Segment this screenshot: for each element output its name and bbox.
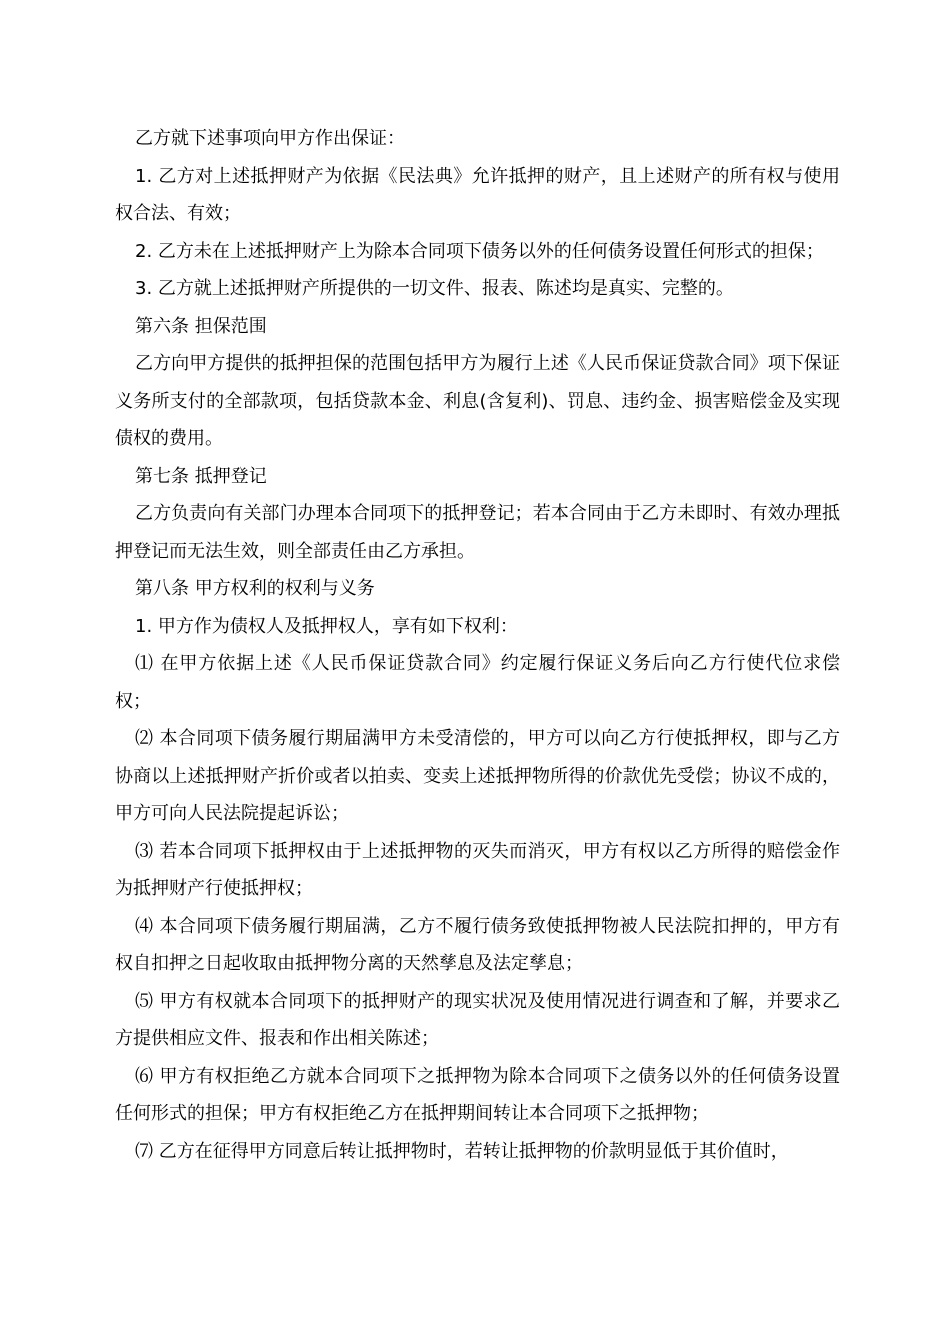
document-body <box>115 120 840 1170</box>
article-8-heading: 第八条 甲方权利的权利与义务 <box>135 578 375 599</box>
article-8-item-1: 1. 甲方作为债权人及抵押权人，享有如下权利： <box>135 615 518 637</box>
paragraph-guarantee-2: 2. 乙方未在上述抵押财产上为除本合同项下债务以外的任何债务设置任何形式的担保； <box>135 240 824 262</box>
article-8-subitem-4: ⑷ 本合同项下债务履行期届满，乙方不履行债务致使抵押物被人民法院扣押的，甲方有权自扣押之日起收取由抵押物分离的天然孳息及法定孳息； <box>115 915 840 974</box>
article-8-subitem-3: ⑶ 若本合同项下抵押权由于上述抵押物的灭失而消灭，甲方有权以乙方所得的赔偿金作为抵押财产行使抵押权； <box>115 840 840 899</box>
paragraph-guarantee-1: 1. 乙方对上述抵押财产为依据《民法典》允许抵押的财产，且上述财产的所有权与使用权合法、有效； <box>115 165 840 224</box>
article-8-subitem-6: ⑹ 甲方有权拒绝乙方就本合同项下之抵押物为除本合同项下之债务以外的任何债务设置任何形式的担保；甲方有权拒绝乙方在抵押期间转让本合同项下之抵押物； <box>115 1065 840 1124</box>
article-8-subitem-7: ⑺ 乙方在征得甲方同意后转让抵押物时，若转让抵押物的价款明显低于其价值时， <box>135 1140 789 1162</box>
article-8-subitem-1: ⑴ 在甲方依据上述《人民币保证贷款合同》约定履行保证义务后向乙方行使代位求偿权； <box>115 653 840 712</box>
article-8-subitem-2: ⑵ 本合同项下债务履行期届满甲方未受清偿的，甲方可以向乙方行使抵押权，即与乙方协商以上述抵押财产折价或者以拍卖、变卖上述抵押物所得的价款优先受偿；协议不成的，甲方可向人民法院提起诉讼； <box>115 728 840 824</box>
article-6-heading: 第六条 担保范围 <box>135 315 267 337</box>
article-6-body: 乙方向甲方提供的抵押担保的范围包括甲方为履行上述《人民币保证贷款合同》项下保证义务所支付的全部款项，包括贷款本金、利息(含复利)、罚息、违约金、损害赔偿金及实现债权的费用。 <box>115 353 840 449</box>
article-7-heading: 第七条 抵押登记 <box>135 465 267 487</box>
article-7-body: 乙方负责向有关部门办理本合同项下的抵押登记；若本合同由于乙方未即时、有效办理抵押登记而无法生效，则全部责任由乙方承担。 <box>115 503 840 562</box>
article-8-subitem-5: ⑸ 甲方有权就本合同项下的抵押财产的现实状况及使用情况进行调查和了解，并要求乙方提供相应文件、报表和作出相关陈述； <box>115 990 840 1049</box>
paragraph-guarantee-3: 3. 乙方就上述抵押财产所提供的一切文件、报表、陈述均是真实、完整的。 <box>135 278 734 299</box>
paragraph-guarantee-intro: 乙方就下述事项向甲方作出保证： <box>135 128 405 149</box>
